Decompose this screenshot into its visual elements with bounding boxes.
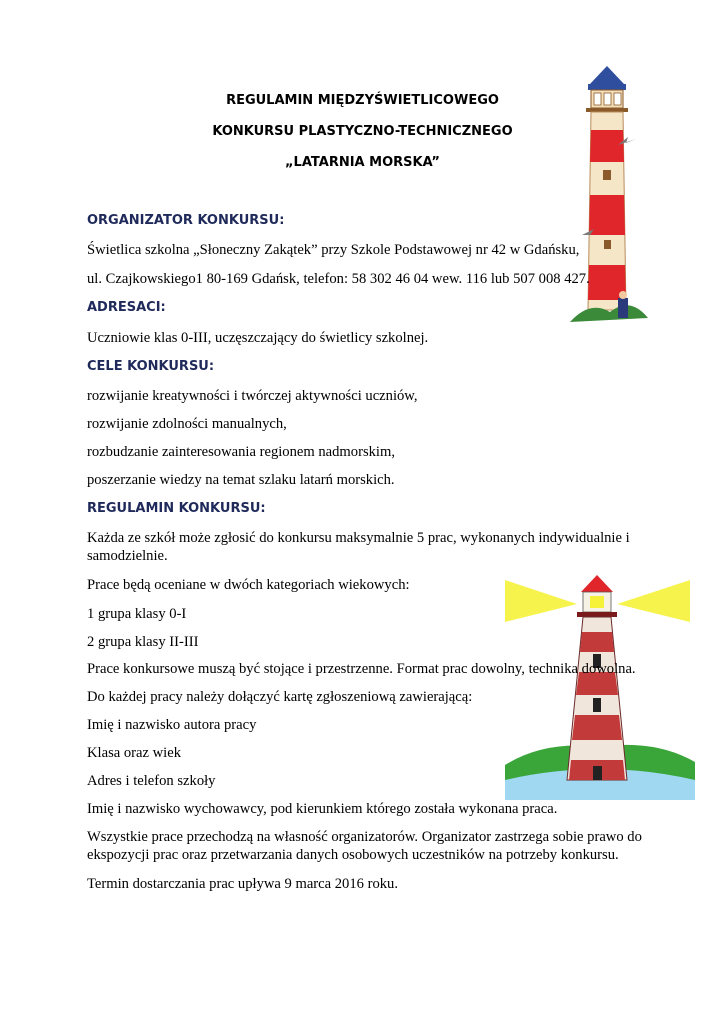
- recipients-heading: ADRESACI:: [87, 300, 166, 315]
- rules-paragraph-4: 2 grupa klasy II-III: [87, 634, 199, 650]
- goal-item: rozwijanie kreatywności i twórczej aktywności uczniów,: [87, 388, 418, 404]
- organizer-line-1: Świetlica szkolna „Słoneczny Zakątek” przy Szkole Podstawowej nr 42 w Gdańsku,: [87, 242, 580, 258]
- rules-paragraph-12: Termin dostarczania prac upływa 9 marca 2016 roku.: [87, 876, 399, 892]
- organizer-heading: ORGANIZATOR KONKURSU:: [87, 213, 285, 228]
- rules-paragraph-10: Imię i nazwisko wychowawcy, pod kierunkiem którego została wykonana praca.: [87, 801, 558, 817]
- rules-paragraph-5: Prace konkursowe muszą być stojące i przestrzenne. Format prac dowolny, technika dowolna.: [87, 661, 636, 677]
- goal-item: poszerzanie wiedzy na temat szlaku latarń morskich.: [87, 472, 395, 488]
- rules-paragraph-1: Każda ze szkół może zgłosić do konkursu maksymalnie 5 prac, wykonanych indywidualnie i samodzielnie.: [87, 530, 630, 564]
- rules-heading: REGULAMIN KONKURSU:: [87, 501, 266, 516]
- rules-paragraph-2: Prace będą oceniane w dwóch kategoriach wiekowych:: [87, 577, 410, 593]
- goal-item: rozbudzanie zainteresowania regionem nadmorskim,: [87, 444, 395, 460]
- rules-paragraph-8: Klasa oraz wiek: [87, 745, 182, 761]
- goals-heading: CELE KONKURSU:: [87, 359, 215, 374]
- lighthouse-beam-illustration: [505, 570, 700, 800]
- recipients-line-1: Uczniowie klas 0-III, uczęszczający do świetlicy szkolnej.: [87, 330, 429, 346]
- title-line-3: „LATARNIA MORSKA”: [285, 155, 440, 170]
- goal-item: rozwijanie zdolności manualnych,: [87, 416, 287, 432]
- rules-paragraph-11: Wszystkie prace przechodzą na własność organizatorów. Organizator zastrzega sobie prawo do ekspozycji prac oraz przetwarzania danych osobowych uczestników na potrzeby konkursu.: [87, 829, 642, 863]
- rules-paragraph-6: Do każdej pracy należy dołączyć kartę zgłoszeniową zawierającą:: [87, 689, 473, 705]
- rules-paragraph-9: Adres i telefon szkoły: [87, 773, 216, 789]
- title-line-1: REGULAMIN MIĘDZYŚWIETLICOWEGO: [226, 93, 499, 108]
- rules-paragraph-3: 1 grupa klasy 0-I: [87, 606, 187, 622]
- organizer-line-2: ul. Czajkowskiego1 80-169 Gdańsk, telefon: 58 302 46 04 wew. 116 lub 507 008 427.: [87, 271, 590, 287]
- title-line-2: KONKURSU PLASTYCZNO-TECHNICZNEGO: [212, 124, 513, 139]
- rules-paragraph-7: Imię i nazwisko autora pracy: [87, 717, 257, 733]
